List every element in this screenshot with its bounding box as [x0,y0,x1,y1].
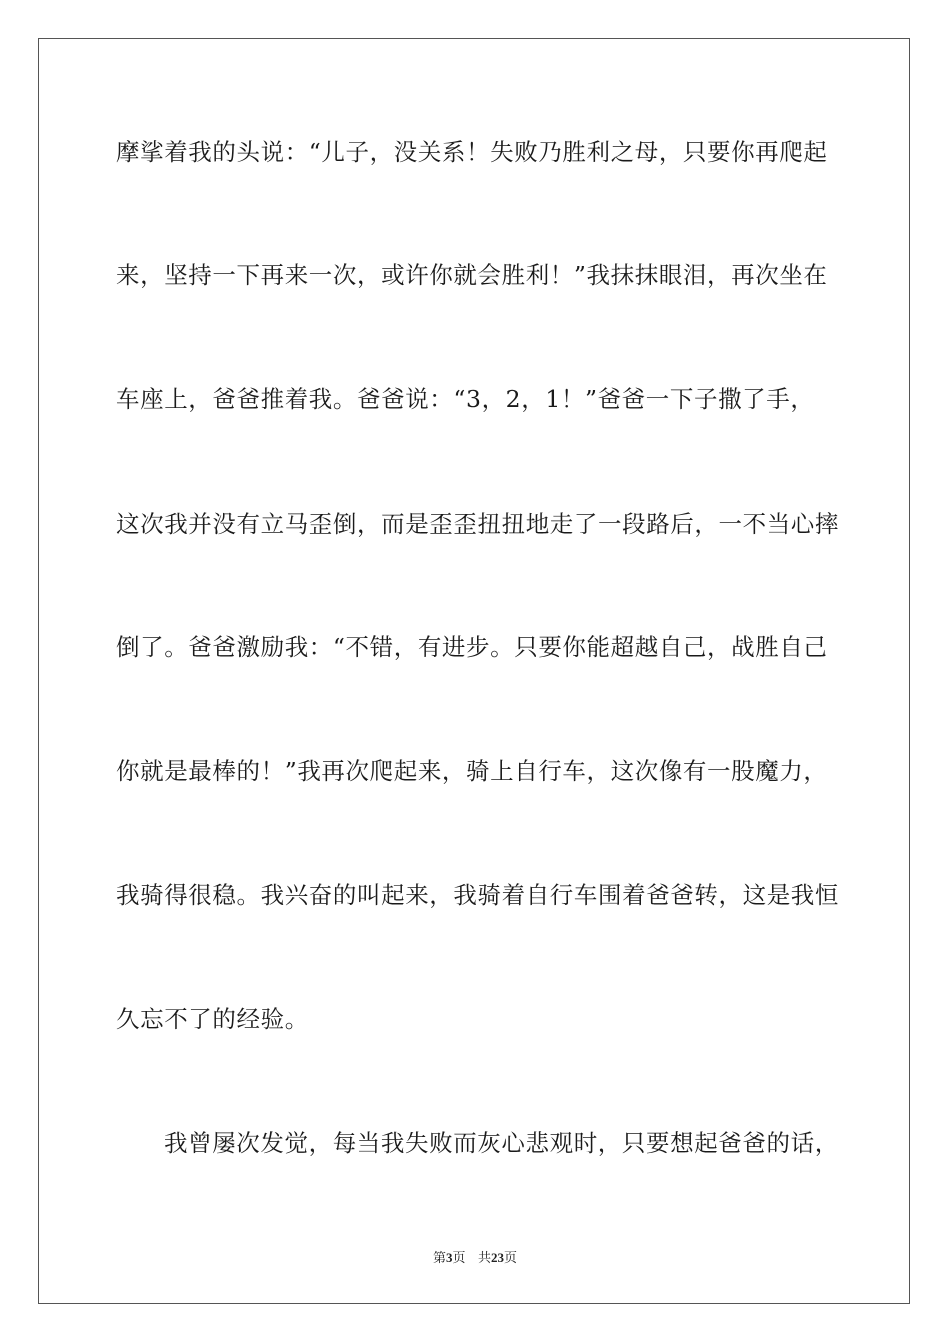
body-text-line-6: 你就是最棒的！”我再次爬起来，骑上自行车，这次像有一股魔力， [116,757,828,785]
total-suffix: 页 [503,1251,517,1266]
body-text-line-2: 来，坚持一下再来一次，或许你就会胜利！”我抹抹眼泪，再次坐在 [116,261,828,289]
total-pages: 23 [490,1250,504,1265]
body-text-line-4: 这次我并没有立马歪倒，而是歪歪扭扭地走了一段路后，一不当心摔 [116,510,839,538]
body-text-line-8: 久忘不了的经验。 [116,1005,309,1033]
page-number: 3 [446,1250,453,1265]
page-suffix: 页 [452,1251,466,1266]
body-text-line-7: 我骑得很稳。我兴奋的叫起来，我骑着自行车围着爸爸转，这是我恒 [116,881,839,909]
page-border [38,38,910,1304]
page-footer [0,1247,950,1266]
page-prefix: 第 [433,1251,447,1266]
body-text-line-3: 车座上，爸爸推着我。爸爸说：“3，2，1！”爸爸一下子撒了手， [116,385,815,413]
body-text-line-1: 摩挲着我的头说：“儿子，没关系！失败乃胜利之母，只要你再爬起 [116,138,828,166]
body-text-line-5: 倒了。爸爸激励我：“不错，有进步。只要你能超越自己，战胜自己 [116,633,828,661]
paragraph-start-line: 我曾屡次发觉，每当我失败而灰心悲观时，只要想起爸爸的话， [164,1129,839,1157]
total-prefix: 共 [477,1251,491,1266]
